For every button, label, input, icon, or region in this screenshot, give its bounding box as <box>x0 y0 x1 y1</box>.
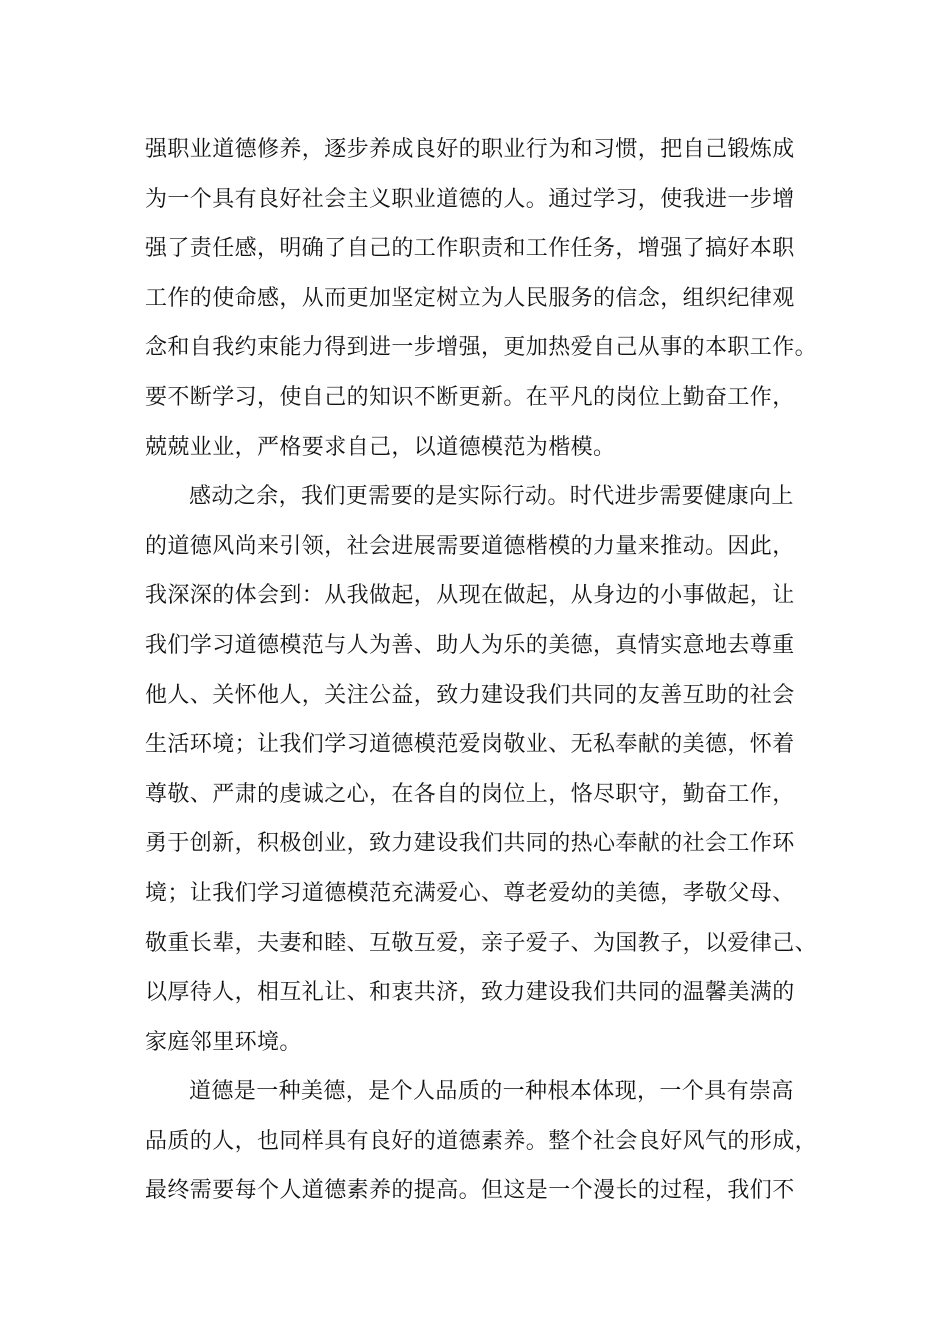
text-line: 尊敬、严肃的虔诚之心，在各自的岗位上，恪尽职守，勤奋工作， <box>145 781 795 807</box>
body-text <box>145 125 825 1216</box>
text-line: 敬重长辈，夫妻和睦、互敬互爱，亲子爱子、为国教子，以爱律己、 <box>145 930 818 956</box>
text-line: 道德是一种美德，是个人品质的一种根本体现，一个具有崇高 <box>189 1079 794 1105</box>
text-line: 他人、关怀他人，关注公益，致力建设我们共同的友善互助的社会 <box>145 682 795 708</box>
text-line: 感动之余，我们更需要的是实际行动。时代进步需要健康向上 <box>189 484 794 510</box>
text-line: 我深深的体会到：从我做起，从现在做起，从身边的小事做起，让 <box>145 583 795 609</box>
text-line: 强职业道德修养，逐步养成良好的职业行为和习惯，把自己锻炼成 <box>145 137 795 162</box>
text-line: 境；让我们学习道德模范充满爱心、尊老爱幼的美德，孝敬父母、 <box>145 880 795 906</box>
text-line: 最终需要每个人道德素养的提高。但这是一个漫长的过程，我们不 <box>145 1178 795 1204</box>
text-line: 以厚待人，相互礼让、和衷共济，致力建设我们共同的温馨美满的 <box>145 980 795 1006</box>
text-line: 要不断学习，使自己的知识不断更新。在平凡的岗位上勤奋工作， <box>145 384 795 410</box>
text-line: 兢兢业业，严格要求自己，以道德模范为楷模。 <box>145 434 616 460</box>
text-line: 家庭邻里环境。 <box>145 1029 302 1055</box>
text-line: 生活环境；让我们学习道德模范爱岗敬业、无私奉献的美德，怀着 <box>145 732 795 758</box>
text-line: 品质的人，也同样具有良好的道德素养。整个社会良好风气的形成， <box>145 1128 818 1154</box>
text-line: 我们学习道德模范与人为善、助人为乐的美德，真情实意地去尊重 <box>145 632 795 658</box>
text-line: 勇于创新，积极创业，致力建设我们共同的热心奉献的社会工作环 <box>145 831 795 857</box>
text-line: 的道德风尚来引领，社会进展需要道德楷模的力量来推动。因此， <box>145 533 795 559</box>
text-line: 强了责任感，明确了自己的工作职责和工作任务，增强了搞好本职 <box>145 236 795 262</box>
text-line: 念和自我约束能力得到进一步增强，更加热爱自己从事的本职工作。 <box>145 335 818 361</box>
text-line: 为一个具有良好社会主义职业道德的人。通过学习，使我进一步增 <box>145 186 795 212</box>
text-line: 工作的使命感，从而更加坚定树立为人民服务的信念，组织纪律观 <box>145 285 795 311</box>
